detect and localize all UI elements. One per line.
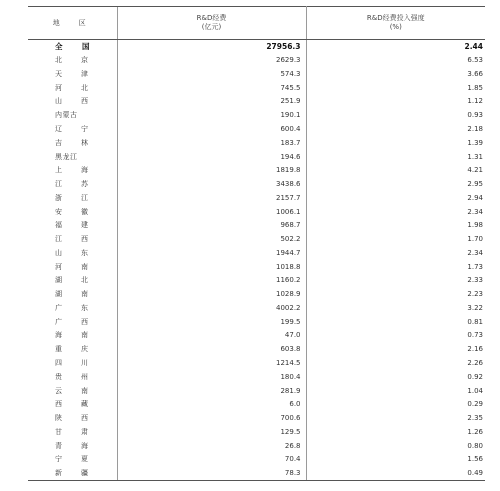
region-cell: 河 南 bbox=[55, 262, 94, 271]
rd-funding-cell: 190.1 bbox=[117, 108, 306, 122]
rd-funding-cell: 26.8 bbox=[117, 439, 306, 453]
region-cell: 河 北 bbox=[55, 83, 94, 92]
rd-intensity-cell: 1.56 bbox=[467, 455, 483, 464]
rd-intensity-cell: 1.98 bbox=[467, 221, 483, 230]
region-cell: 云 南 bbox=[55, 386, 94, 395]
rd-intensity-header-unit: (%) bbox=[389, 23, 402, 31]
table-row bbox=[28, 274, 485, 288]
table-row bbox=[28, 452, 485, 466]
rd-funding-cell: 968.7 bbox=[117, 218, 306, 232]
region-cell: 西 藏 bbox=[55, 400, 94, 409]
table-row bbox=[28, 287, 485, 301]
table-row bbox=[28, 329, 485, 343]
rd-funding-cell: 700.6 bbox=[117, 411, 306, 425]
rd-funding-cell: 183.7 bbox=[117, 136, 306, 150]
header-row bbox=[28, 7, 485, 40]
rd-intensity-cell: 1.26 bbox=[467, 427, 483, 436]
rd-intensity-cell: 1.85 bbox=[467, 83, 483, 92]
region-cell: 甘 肃 bbox=[55, 427, 94, 436]
region-cell: 全 国 bbox=[55, 41, 96, 51]
region-cell: 浙 江 bbox=[55, 193, 94, 202]
table-row bbox=[28, 356, 485, 370]
table-body bbox=[28, 40, 485, 481]
rd-intensity-cell: 2.44 bbox=[464, 41, 483, 51]
region-cell: 黑龙江 bbox=[55, 152, 78, 161]
table-row bbox=[28, 466, 485, 480]
table-row bbox=[28, 260, 485, 274]
region-cell: 北 京 bbox=[55, 56, 94, 65]
rd-funding-cell: 1018.8 bbox=[117, 260, 306, 274]
rd-intensity-cell: 6.53 bbox=[467, 56, 483, 65]
rd-funding-cell: 199.5 bbox=[117, 315, 306, 329]
rd-funding-cell: 574.3 bbox=[117, 67, 306, 81]
rd-funding-cell: 47.0 bbox=[117, 329, 306, 343]
region-cell: 内蒙古 bbox=[55, 111, 78, 120]
region-cell: 重 庆 bbox=[55, 345, 94, 354]
rd-intensity-cell: 1.04 bbox=[467, 386, 483, 395]
rd-funding-cell: 6.0 bbox=[117, 397, 306, 411]
rd-intensity-cell: 2.16 bbox=[467, 345, 483, 354]
table-row bbox=[28, 315, 485, 329]
rd-intensity-cell: 4.21 bbox=[467, 166, 483, 175]
rd-intensity-cell: 2.34 bbox=[467, 207, 483, 216]
table-row bbox=[28, 95, 485, 109]
rd-funding-cell: 1944.7 bbox=[117, 246, 306, 260]
rd-funding-cell: 180.4 bbox=[117, 370, 306, 384]
rd-intensity-cell: 0.81 bbox=[467, 317, 483, 326]
rd-intensity-cell: 0.92 bbox=[467, 372, 483, 381]
rd-funding-cell: 2157.7 bbox=[117, 191, 306, 205]
region-cell: 福 建 bbox=[55, 221, 94, 230]
table-row bbox=[28, 191, 485, 205]
rd-intensity-cell: 1.73 bbox=[467, 262, 483, 271]
rd-funding-cell: 502.2 bbox=[117, 232, 306, 246]
rd-intensity-cell: 0.93 bbox=[467, 111, 483, 120]
rd-intensity-cell: 2.33 bbox=[467, 276, 483, 285]
region-cell: 青 海 bbox=[55, 441, 94, 450]
rd-funding-cell: 70.4 bbox=[117, 452, 306, 466]
table-row bbox=[28, 301, 485, 315]
rd-intensity-cell: 1.39 bbox=[467, 138, 483, 147]
rd-intensity-cell: 3.66 bbox=[467, 69, 483, 78]
table-row bbox=[28, 136, 485, 150]
table-row bbox=[28, 232, 485, 246]
rd-funding-column-header bbox=[117, 7, 306, 40]
region-cell: 上 海 bbox=[55, 166, 94, 175]
rd-funding-cell: 194.6 bbox=[117, 150, 306, 164]
region-cell: 广 东 bbox=[55, 303, 94, 312]
region-cell: 湖 北 bbox=[55, 276, 94, 285]
region-cell: 海 南 bbox=[55, 331, 94, 340]
rd-funding-cell: 2629.3 bbox=[117, 53, 306, 67]
table-row bbox=[28, 370, 485, 384]
rd-funding-cell: 1214.5 bbox=[117, 356, 306, 370]
rd-funding-cell: 4002.2 bbox=[117, 301, 306, 315]
rd-intensity-cell: 2.94 bbox=[467, 193, 483, 202]
region-cell: 山 西 bbox=[55, 97, 94, 106]
region-cell: 贵 州 bbox=[55, 372, 94, 381]
rd-funding-cell: 1819.8 bbox=[117, 163, 306, 177]
region-column-header: 地 区 bbox=[28, 7, 117, 40]
table-row bbox=[28, 439, 485, 453]
rd-intensity-cell: 3.22 bbox=[467, 303, 483, 312]
rd-intensity-cell: 2.23 bbox=[467, 290, 483, 299]
rd-funding-cell: 600.4 bbox=[117, 122, 306, 136]
region-cell: 安 徽 bbox=[55, 207, 94, 216]
rd-funding-cell: 745.5 bbox=[117, 81, 306, 95]
rd-intensity-cell: 2.35 bbox=[467, 414, 483, 423]
table-row bbox=[28, 246, 485, 260]
table-row bbox=[28, 425, 485, 439]
region-cell: 湖 南 bbox=[55, 290, 94, 299]
region-cell: 广 西 bbox=[55, 317, 94, 326]
rd-funding-cell: 78.3 bbox=[117, 466, 306, 480]
rd-intensity-cell: 1.70 bbox=[467, 235, 483, 244]
region-cell: 新 疆 bbox=[28, 466, 117, 480]
table-row bbox=[28, 177, 485, 191]
table-row bbox=[28, 150, 485, 164]
table-row bbox=[28, 53, 485, 67]
rd-intensity-cell: 0.73 bbox=[467, 331, 483, 340]
rd-intensity-cell: 2.34 bbox=[467, 248, 483, 257]
rd-funding-cell: 281.9 bbox=[117, 384, 306, 398]
region-cell: 陕 西 bbox=[55, 414, 94, 423]
rd-intensity-cell: 1.12 bbox=[467, 97, 483, 106]
region-cell: 宁 夏 bbox=[55, 455, 94, 464]
region-cell: 山 东 bbox=[55, 248, 94, 257]
table-row bbox=[28, 205, 485, 219]
rd-funding-cell: 129.5 bbox=[117, 425, 306, 439]
table-row bbox=[28, 342, 485, 356]
rd-intensity-cell: 1.31 bbox=[467, 152, 483, 161]
rd-intensity-cell: 0.29 bbox=[467, 400, 483, 409]
table-row bbox=[28, 218, 485, 232]
rd-funding-cell: 1028.9 bbox=[117, 287, 306, 301]
rd-intensity-cell: 2.18 bbox=[467, 124, 483, 133]
region-cell: 辽 宁 bbox=[55, 124, 94, 133]
rd-intensity-column-header bbox=[306, 7, 485, 40]
rd-funding-cell: 1160.2 bbox=[117, 274, 306, 288]
rd-funding-cell: 1006.1 bbox=[117, 205, 306, 219]
rd-intensity-cell: 2.95 bbox=[467, 180, 483, 189]
region-cell: 江 西 bbox=[55, 235, 94, 244]
table-row bbox=[28, 122, 485, 136]
rd-funding-header-title: R&D经费 bbox=[196, 14, 227, 22]
region-cell: 江 苏 bbox=[55, 180, 94, 189]
rd-funding-cell: 251.9 bbox=[117, 95, 306, 109]
rd-funding-cell: 603.8 bbox=[117, 342, 306, 356]
table-row bbox=[28, 411, 485, 425]
table-row bbox=[28, 163, 485, 177]
rd-intensity-cell: 0.80 bbox=[467, 441, 483, 450]
rd-funding-cell: 27956.3 bbox=[117, 40, 306, 54]
rd-intensity-cell: 2.26 bbox=[467, 358, 483, 367]
table-header bbox=[28, 7, 485, 40]
rd-intensity-header-title: R&D经费投入强度 bbox=[366, 14, 425, 22]
table-row bbox=[28, 81, 485, 95]
rd-funding-table bbox=[28, 6, 485, 481]
table-row bbox=[28, 108, 485, 122]
table-row bbox=[28, 384, 485, 398]
region-cell: 吉 林 bbox=[55, 138, 94, 147]
table-row bbox=[28, 397, 485, 411]
region-cell: 天 津 bbox=[55, 69, 94, 78]
region-cell: 四 川 bbox=[55, 358, 94, 367]
table-row bbox=[28, 67, 485, 81]
national-total-row bbox=[28, 40, 485, 54]
rd-funding-header-unit: (亿元) bbox=[201, 23, 222, 31]
rd-funding-cell: 3438.6 bbox=[117, 177, 306, 191]
rd-intensity-cell: 0.49 bbox=[306, 466, 485, 480]
